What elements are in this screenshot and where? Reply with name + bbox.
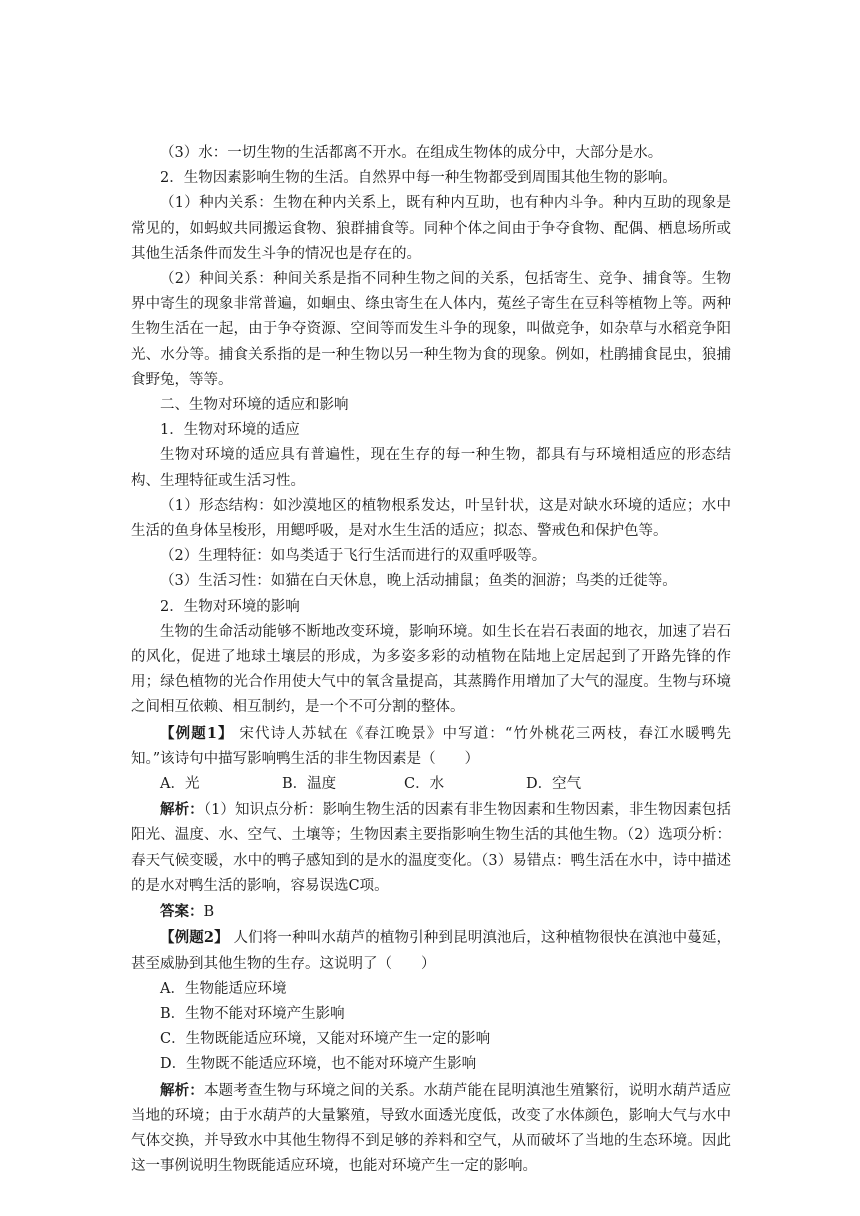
example1-analysis-text: （1）知识点分析：影响生物生活的因素有非生物因素和生物因素，非生物因素包括阳光、温度、水、空气、土壤等；生物因素主要指影响生物生活的其他生物。（2）选项分析：春天气候变暖，水中的鸭子感知到的是水的温度变化。（3）易错点：鸭生活在水中，诗中描述的是水对鸭生活的影响，容易误选C项。 <box>131 802 731 894</box>
example1-option-c: C．水 <box>404 776 445 793</box>
example1-label: 【例题1】 <box>160 724 234 742</box>
paragraph-physiology: （2）生理特征：如鸟类适于飞行生活而进行的双重呼吸等。 <box>160 548 547 565</box>
paragraph-habits: （3）生活习性：如猫在白天休息，晚上活动捕鼠；鱼类的洄游；鸟类的迁徙等。 <box>160 573 677 590</box>
example2-label: 【例题2】 <box>160 929 229 947</box>
example1-analysis-label: 解析： <box>160 801 204 819</box>
example2-option-c: C．生物既能适应环境，又能对环境产生一定的影响 <box>160 1031 491 1048</box>
example1-option-a: A．光 <box>160 776 200 793</box>
example1-option-b: B．温度 <box>282 776 337 793</box>
section-heading-adaptation: 二、生物对环境的适应和影响 <box>160 397 349 414</box>
example2-option-b: B．生物不能对环境产生影响 <box>160 1005 345 1022</box>
paragraph-morphology: （1）形态结构：如沙漠地区的植物根系发达，叶呈针状，这是对缺水环境的适应；水中生活的鱼身体呈梭形，用鳃呼吸，是对水生生活的适应；拟态、警戒色和保护色等。 <box>131 497 731 540</box>
example1-options <box>131 772 731 797</box>
example1-question <box>131 721 731 772</box>
example2-question <box>131 925 731 976</box>
paragraph-biotic-factors: 2．生物因素影响生物的生活。自然界中每一种生物都受到周围其他生物的影响。 <box>160 170 677 187</box>
example1-answer <box>131 899 731 925</box>
example1-answer-value: B <box>203 904 215 921</box>
example1-question-text: 宋代诗人苏轼在《春江晚景》中写道：“竹外桃花三两枝，春江水暖鸭先知。”该诗句中描写影响鸭生活的非生物因素是（ ） <box>131 725 731 767</box>
paragraph-influence: 生物的生命活动能够不断地改变环境，影响环境。如生长在岩石表面的地衣，加速了岩石的风化，促进了地球土壤层的形成，为多姿多彩的动植物在陆地上定居起到了开路先锋的作用；绿色植物的光合作用使大气中的氧含量提高，其蒸腾作用增加了大气的湿度。生物与环境之间相互依赖、相互制约，是一个不可分割的整体。 <box>131 623 731 716</box>
example2-option-d: D．生物既不能适应环境，也不能对环境产生影响 <box>160 1056 477 1073</box>
paragraph-intraspecific: （1）种内关系：生物在种内关系上，既有种内互助，也有种内斗争。种内互助的现象是常见的，如蚂蚁共同搬运食物、狼群捕食等。同种个体之间由于争夺食物、配偶、栖息场所或其他生活条件而发生斗争的情况也是存在的。 <box>131 195 731 262</box>
subheading-influence: 2．生物对环境的影响 <box>160 598 300 615</box>
example2-question-text: 人们将一种叫水葫芦的植物引种到昆明滇池后，这种植物很快在滇池中蔓延，甚至威胁到其他生物的生存。这说明了（ ） <box>131 930 732 972</box>
document-body <box>131 141 731 1179</box>
example2-analysis-text: 本题考查生物与环境之间的关系。水葫芦能在昆明滇池生殖繁衍，说明水葫芦适应当地的环境；由于水葫芦的大量繁殖，导致水面透光度低，改变了水体颜色，影响大气与水中气体交换，并导致水中其他生物得不到足够的养料和空气，从而破坏了当地的生态环境。因此这一事例说明生物既能适应环境，也能对环境产生一定的影响。 <box>131 1082 731 1175</box>
example2-analysis-label: 解析： <box>160 1081 204 1099</box>
example1-answer-label: 答案： <box>160 903 204 921</box>
paragraph-adaptation-general: 生物对环境的适应具有普遍性，现在生存的每一种生物，都具有与环境相适应的形态结构、生理特征或生活习性。 <box>131 447 731 489</box>
subheading-adaptation: 1．生物对环境的适应 <box>160 422 300 439</box>
example2-analysis <box>131 1078 731 1180</box>
example2-option-a: A．生物能适应环境 <box>160 980 287 997</box>
paragraph-interspecific: （2）种间关系：种间关系是指不同种生物之间的关系，包括寄生、竞争、捕食等。生物界中寄生的现象非常普遍，如蛔虫、绦虫寄生在人体内，菟丝子寄生在豆科等植物上等。两种生物生活在一起，由于争夺资源、空间等而发生斗争的现象，叫做竞争，如杂草与水稻竞争阳光、水分等。捕食关系指的是一种生物以另一种生物为食的现象。例如，杜鹃捕食昆虫，狼捕食野兔，等等。 <box>131 271 731 388</box>
paragraph-water: （3）水：一切生物的生活都离不开水。在组成生物体的成分中，大部分是水。 <box>160 145 663 161</box>
example1-analysis <box>131 797 731 899</box>
example1-option-d: D．空气 <box>526 776 582 793</box>
